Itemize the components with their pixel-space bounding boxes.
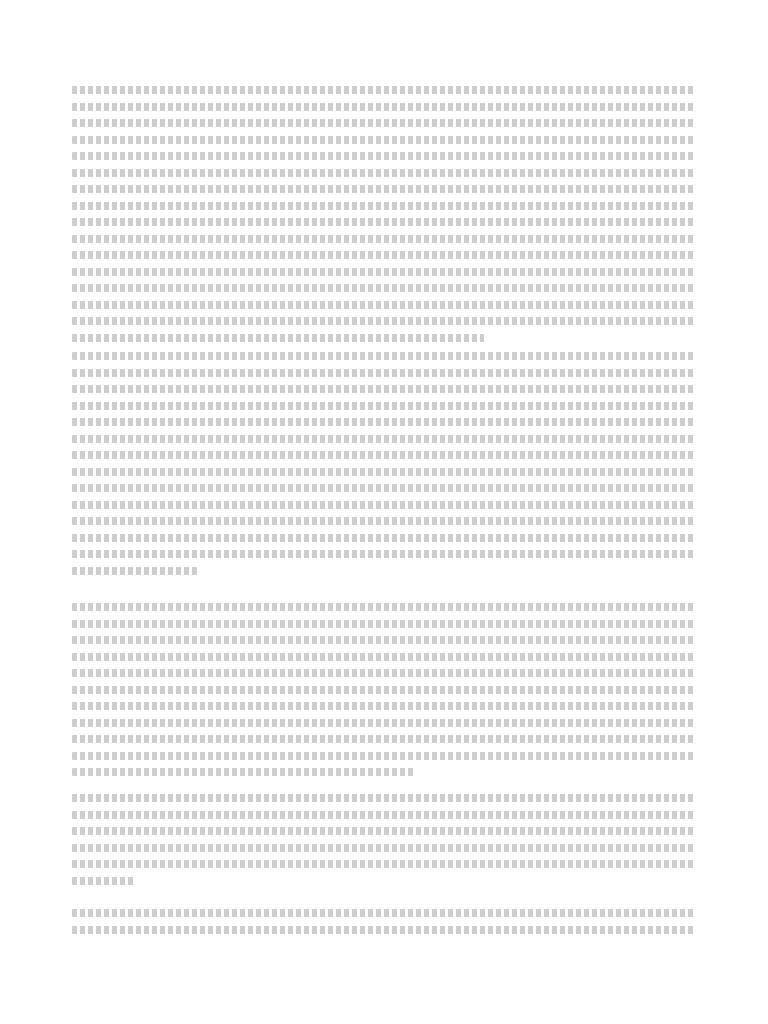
unreadable-text-line xyxy=(72,860,696,868)
unreadable-text-line xyxy=(72,550,696,558)
unreadable-text-line xyxy=(72,909,696,917)
unreadable-text-line xyxy=(72,827,696,835)
unreadable-text-line xyxy=(72,669,696,677)
unreadable-text-line xyxy=(72,352,696,360)
unreadable-text-line xyxy=(72,844,696,852)
unreadable-text-line xyxy=(72,136,696,144)
unreadable-text-line xyxy=(72,169,696,177)
text-block xyxy=(72,86,696,342)
text-block xyxy=(72,603,696,776)
unreadable-text-line xyxy=(72,334,484,342)
text-block xyxy=(72,794,696,885)
unreadable-text-line xyxy=(72,202,696,210)
unreadable-text-line xyxy=(72,218,696,226)
unreadable-text-line xyxy=(72,251,696,259)
unreadable-text-line xyxy=(72,402,696,410)
unreadable-text-line xyxy=(72,317,696,325)
unreadable-text-line xyxy=(72,752,696,760)
unreadable-text-line xyxy=(72,811,696,819)
unreadable-text-line xyxy=(72,451,696,459)
unreadable-text-line xyxy=(72,735,696,743)
unreadable-text-line xyxy=(72,768,415,776)
unreadable-text-line xyxy=(72,418,696,426)
unreadable-text-line xyxy=(72,185,696,193)
unreadable-text-line xyxy=(72,484,696,492)
unreadable-text-line xyxy=(72,385,696,393)
unreadable-text-line xyxy=(72,719,696,727)
unreadable-text-line xyxy=(72,636,696,644)
unreadable-text-line xyxy=(72,603,696,611)
unreadable-text-line xyxy=(72,235,696,243)
unreadable-text-line xyxy=(72,103,696,111)
unreadable-text-line xyxy=(72,501,696,509)
unreadable-text-line xyxy=(72,301,696,309)
unreadable-text-line xyxy=(72,517,696,525)
unreadable-text-line xyxy=(72,702,696,710)
unreadable-text-line xyxy=(72,284,696,292)
unreadable-text-line xyxy=(72,686,696,694)
unreadable-text-line xyxy=(72,534,696,542)
unreadable-text-line xyxy=(72,435,696,443)
unreadable-text-line xyxy=(72,152,696,160)
text-block xyxy=(72,352,696,575)
unreadable-text-line xyxy=(72,119,696,127)
unreadable-text-line xyxy=(72,653,696,661)
unreadable-text-line xyxy=(72,926,696,934)
unreadable-text-line xyxy=(72,620,696,628)
unreadable-text-line xyxy=(72,268,696,276)
unreadable-text-line xyxy=(72,369,696,377)
unreadable-text-line xyxy=(72,877,134,885)
unreadable-text-line xyxy=(72,794,696,802)
unreadable-text-line xyxy=(72,567,197,575)
text-block xyxy=(72,909,696,934)
unreadable-text-line xyxy=(72,468,696,476)
unreadable-text-line xyxy=(72,86,696,94)
